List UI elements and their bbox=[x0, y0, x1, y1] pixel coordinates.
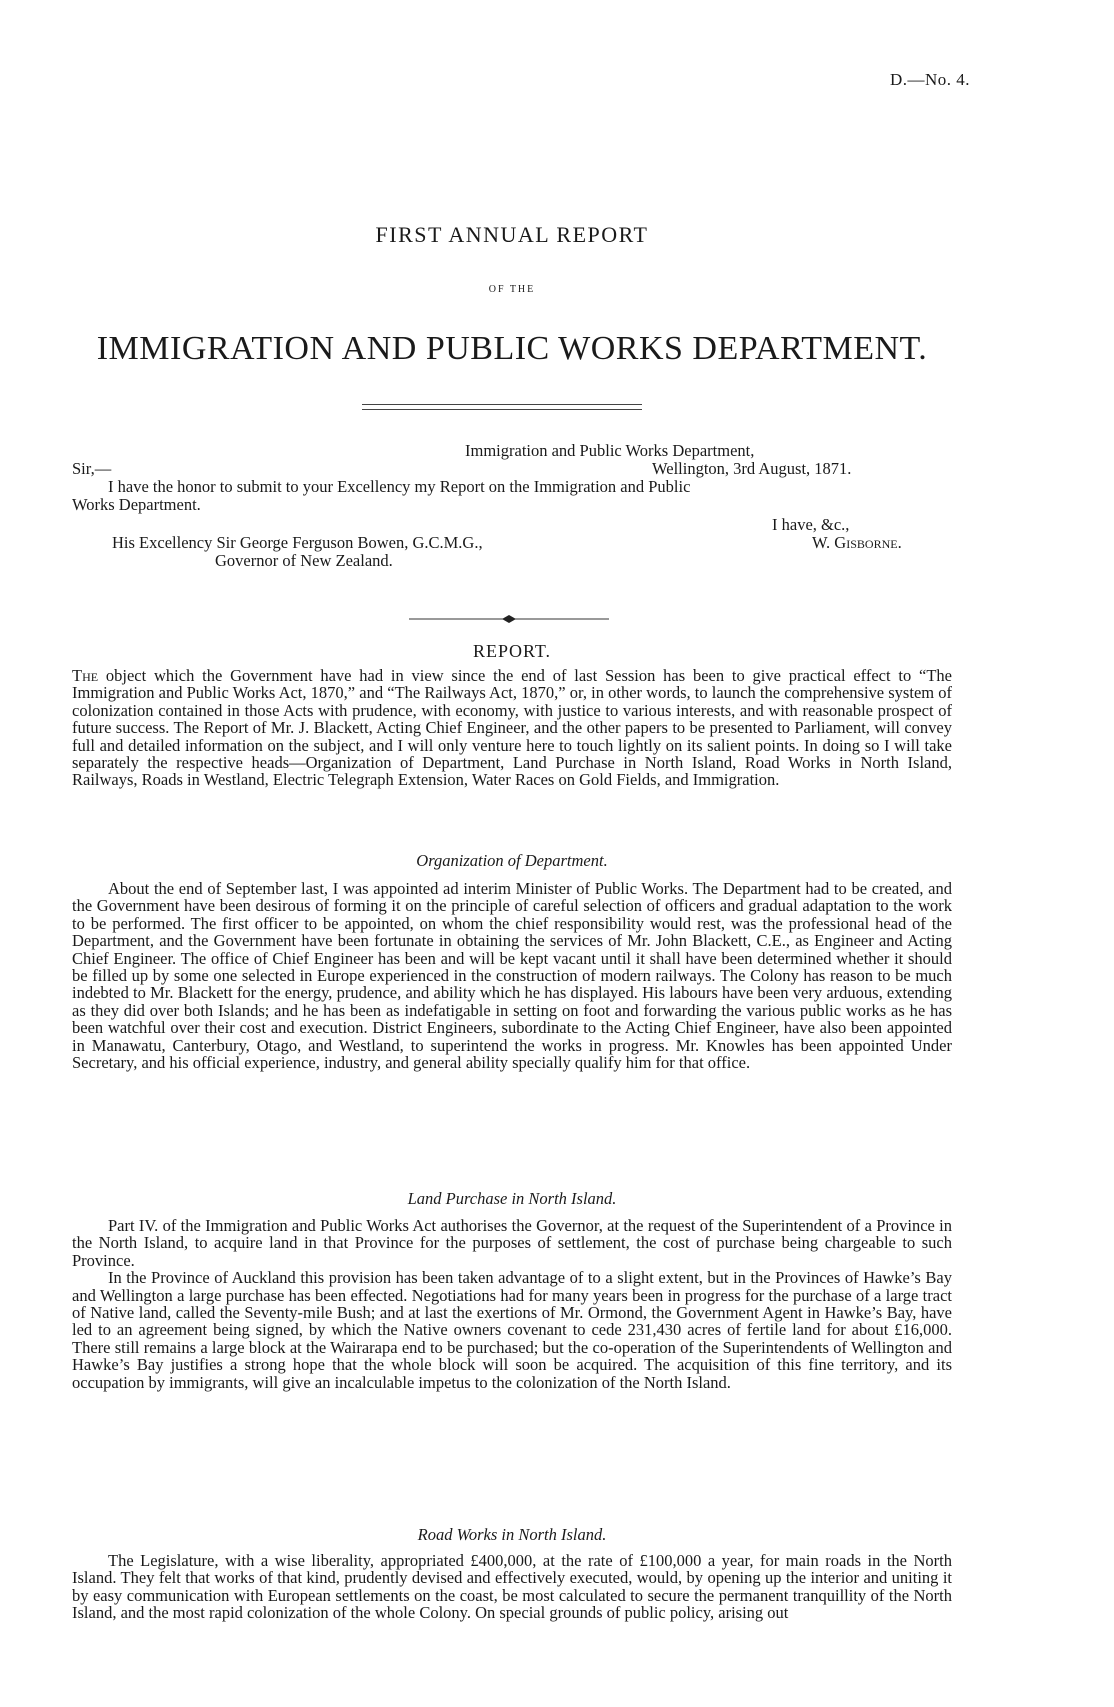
section-heading-road-works: Road Works in North Island. bbox=[417, 1525, 607, 1544]
department-title: IMMIGRATION AND PUBLIC WORKS DEPARTMENT. bbox=[96, 330, 928, 367]
intro-paragraph bbox=[72, 667, 952, 789]
letter-body-line2: Works Department. bbox=[72, 495, 201, 514]
letter-signature: W. Gisborne. bbox=[812, 533, 902, 552]
letter-address-line2: Wellington, 3rd August, 1871. bbox=[652, 459, 852, 478]
ornament-divider bbox=[409, 614, 609, 624]
document-page bbox=[72, 0, 970, 1707]
letter-closing: I have, &c., bbox=[772, 515, 850, 534]
section-heading-land-purchase: Land Purchase in North Island. bbox=[407, 1189, 617, 1208]
paragraph: About the end of September last, I was appointed ad interim Minister of Public Works. The Department had to be created, and the Government have been desirous of forming it on the principle of careful selection of officers and gradual adaptation to the work to be performed. The first officer to be appointed, on whom the chief responsibility would rest, was the professional head of the Department, and the Government have been fortunate in obtaining the services of Mr. John Blackett, C.E., as Engineer and Acting Chief Engineer. The office of Chief Engineer has been and will be kept vacant until it shall have been determined whether it should be filled up by some one selected in Europe experienced in the construction of modern railways. The Colony has reason to be much indebted to Mr. Blackett for the energy, prudence, and ability which he has displayed. His labours have been very arduous, extending as they did over both Islands; and he has been as indefatigable in setting on foot and forwarding the various public works as he has been watchful over their cost and execution. District Engineers, subordinate to the Acting Chief Engineer, have also been appointed in Manawatu, Canterbury, Otago, and Westland, to superintend the works in progress. Mr. Knowles has been appointed Under Secretary, and his official experience, industry, and general ability specially qualify him for that office. bbox=[72, 879, 952, 1073]
paragraph: In the Province of Auckland this provision has been taken advantage of to a slight extent, but in the Provinces of Hawke’s Bay and Wellington a large purchase has been effected. Negotiations had for many years been in progress for the purchase of a large tract of Native land, called the Seventy-mile Bush; and at last the exertions of Mr. Ormond, the Government Agent in Hawke’s Bay, have led to an agreement being signed, by which the Native owners covenant to cede 231,430 acres of fertile land for about £16,000. There still remains a large block at the Wairarapa end to be purchased; but the co-operation of the Superintendents of Wellington and Hawke’s Bay justifies a strong hope that the whole block will soon be acquired. The acquisition of this fine territory, and its occupation by immigrants, will give an incalculable impetus to the colonization of the North Island. bbox=[72, 1268, 952, 1392]
letter-salutation: Sir,— bbox=[72, 459, 112, 478]
paragraph: Part IV. of the Immigration and Public Works Act authorises the Governor, at the request of the Superintendent of a Province in the North Island, to acquire land in that Province for the purposes of settlement, the cost of purchase being chargeable to such Province. bbox=[72, 1216, 952, 1270]
report-title-connector: OF THE bbox=[488, 284, 536, 295]
section-body-road-works bbox=[72, 1552, 952, 1622]
section-body-organization bbox=[72, 880, 952, 1071]
intro-lead-word: The bbox=[72, 666, 99, 685]
section-heading-organization: Organization of Department. bbox=[416, 851, 608, 870]
section-body-land-purchase bbox=[72, 1217, 952, 1391]
title-divider bbox=[362, 404, 642, 410]
document-number: D.—No. 4. bbox=[889, 70, 970, 89]
report-heading: REPORT. bbox=[472, 641, 552, 661]
letter-addressee-line2: Governor of New Zealand. bbox=[215, 551, 393, 570]
intro-text: object which the Government have had in view since the end of last Session has been to give practical effect to “The Immigration and Public Works Act, 1870,” and “The Railways Act, 1870,” or, in other words, to launch the comprehensive system of colonization contained in those Acts with prudence, with economy, with justice to various interests, and with reasonable prospect of future success. The Report of Mr. J. Blackett, Acting Chief Engineer, and the other papers to be presented to Parliament, will convey full and detailed information on the subject, and I will only venture here to touch lightly on its salient points. In doing so I will take separately the respective heads—Organization of Department, Land Purchase in North Island, Road Works in North Island, Railways, Roads in Westland, Electric Telegraph Extension, Water Races on Gold Fields, and Immigration. bbox=[72, 666, 952, 790]
paragraph: The Legislature, with a wise liberality, appropriated £400,000, at the rate of £100,000 a year, for main roads in the North Island. They felt that works of that kind, prudently devised and effectively executed, would, by opening up the interior and uniting it by easy communication with European settlements on the coast, be most calculated to secure the permanent tranquillity of the North Island, and the most rapid colonization of the whole Colony. On special grounds of public policy, arising out bbox=[72, 1551, 952, 1623]
letter-addressee: His Excellency Sir George Ferguson Bowen, G.C.M.G., bbox=[112, 533, 483, 552]
letter-address-line1: Immigration and Public Works Department, bbox=[465, 441, 755, 460]
report-title: FIRST ANNUAL REPORT bbox=[375, 222, 649, 247]
report-intro bbox=[72, 667, 952, 789]
letter-body-line1: I have the honor to submit to your Excellency my Report on the Immigration and Public bbox=[108, 477, 691, 496]
